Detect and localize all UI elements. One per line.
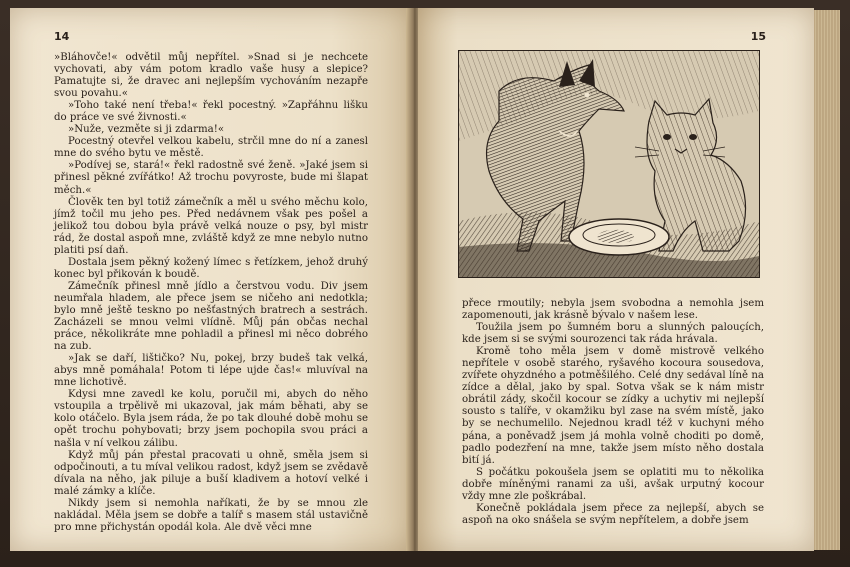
paragraph: »Jak se daří, lištičko? Nu, pokej, brzy budeš tak velká, abys mně pomáhala! Potom ti lépe ujde čas!« mluvíval na mne lichotivě.	[54, 353, 368, 389]
left-page-text	[54, 52, 368, 534]
left-page	[10, 8, 412, 551]
paragraph: Zámečník přinesl mně jídlo a čerstvou vodu. Div jsem neumřala hladem, ale přece jsem se ničeho ani nedotkla; bylo mně ještě teskno po nešťastných bratrech a sestrách. Zacházeli se mnou velmi vlídně. Můj pán občas nechal práce, několikráte mne pohladil a přinesl mi něco dobrého na zub.	[54, 280, 368, 353]
paragraph: S počátku pokoušela jsem se oplatiti mu to několika dobře míněnými ranami za uši, avšak urputný kocour vždy mne zle poškrábal.	[462, 466, 764, 502]
paragraph: »Bláhovče!« odvětil můj nepřítel. »Snad si je nechcete vychovati, aby vám potom kradlo vaše husy a slepice? Pamatujte si, že dravec ani nejlepším vychováním nezapře svou povahu.«	[54, 52, 368, 100]
paragraph: přece rmoutily; nebyla jsem svobodna a nemohla jsem zapomenouti, jak krásně bývalo v našem lese.	[462, 298, 764, 322]
paragraph: »Toho také není třeba!« řekl pocestný. »Zapřáhnu lišku do práce ve své živnosti.«	[54, 100, 368, 124]
paragraph: Pocestný otevřel velkou kabelu, strčil mne do ní a zanesl mne do svého bytu ve městě.	[54, 136, 368, 160]
right-page	[418, 8, 814, 551]
page-number-right: 15	[750, 30, 766, 43]
paragraph: Dostala jsem pěkný kožený límec s řetízkem, jehož druhý konec byl přikován k boudě.	[54, 256, 368, 280]
engraving-image	[459, 51, 759, 277]
paragraph: Konečně pokládala jsem přece za nejlepší, abych se aspoň na oko snášela se svým nepřítelem, a dobře jsem	[462, 502, 764, 526]
right-page-text	[462, 298, 764, 527]
fox-and-cat-illustration	[458, 50, 760, 278]
page-edges	[814, 10, 840, 550]
paragraph: Když můj pán přestal pracovati u ohně, směla jsem si odpočinouti, a tu míval velikou radost, když jsem se zvědavě dívala na něho, jak piluje a buší kladivem a hotoví velké i malé zámky a klíče.	[54, 449, 368, 497]
paragraph: Kromě toho měla jsem v domě mistrově velkého nepřítele v osobě starého, ryšavého kocoura sousedova, zvířete ohyzdného a potměšilého. Celé dny sedával líně na zídce a dělal, jako by spal. Sotva však se k nám mistr obrátil zády, skočil kocour se zídky a uchytiv mi nejlepší sousto s talíře, v okamžiku byl zase na svém místě, jako by se nechumelilo. Nejednou kradl též v kuchyni mého pána, a poněvadž jsem já mohla volně choditi po domě, padlo podezření na mne, takže jsem místo něho dostala bití já.	[462, 346, 764, 466]
page-number-left: 14	[54, 30, 70, 43]
paragraph: Člověk ten byl totiž zámečník a měl u svého měchu kolo, jímž točil mu jeho pes. Před nedávnem však pes pošel a jelikož tou dobou byla právě velká nouze o psy, byl mistr rád, že dostal aspoň mne, zvláště když ze mne nebylo nutno platiti psí daň.	[54, 196, 368, 256]
paragraph: Nikdy jsem si nemohla naříkati, že by se mnou zle nakládal. Měla jsem se dobře a talíř s masem stál ustavičně pro mne přichystán opodál kola. Ale dvě věci mne	[54, 497, 368, 533]
paragraph: Toužila jsem po šumném boru a slunných palouçích, kde jsem si se svými sourozenci tak ráda hrávala.	[462, 322, 764, 346]
paragraph: »Nuže, vezměte si ji zdarma!«	[68, 124, 225, 136]
paragraph: »Podívej se, stará!« řekl radostně své ženě. »Jaké jsem si přinesl pěkné zvířátko! Až trochu povyroste, bude mi šlapat měch.«	[54, 160, 368, 196]
paragraph: Kdysi mne zavedl ke kolu, poručil mi, abych do něho vstoupila a trpělivě mi ukazoval, jak mám běhati, aby se kolo otáčelo. Byla jsem ráda, že po tak dlouhé době mohu se opět trochu pohybovati; brzy jsem pochopila svou práci a našla v ní velkou zálibu.	[54, 389, 368, 449]
